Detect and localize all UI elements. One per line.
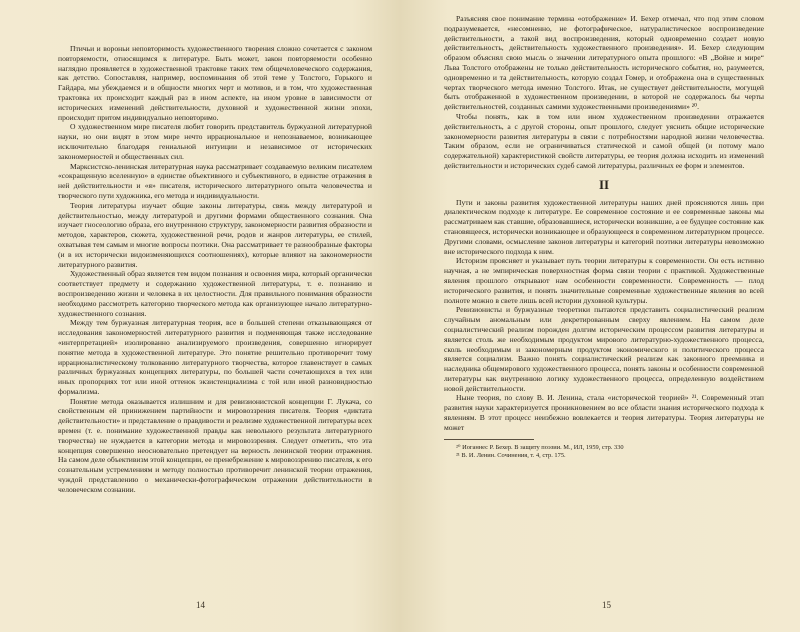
paragraph: Понятие метода оказывается излишним и для ревизионистской концепции Г. Лукача, со свойственным ей принижением партийности и мировоззрения писателя. Теория «диктата действительности» и представление о правдивости и реализме художественной литературы всех времен (т. е. понимание художественной правды как невольного результата литературного творчества) не нуждается в категории метода и мировоззрения. Следует отметить, что эта концепция совершенно неосновательно претендует на верность ленинской теории отражения. На самом деле объективизм этой концепции, ее пренебрежение к мировоззрению писателя, к его сознательным устремлениям и методу полностью противоречит ленинской теории отражения, чуждой представлению о механически-фотографическом отражении действительности в человеческом сознании. <box>58 396 372 494</box>
paragraph: Теория литературы изучает общие законы литературы, связь между литературой и действительностью, между литературой и другими формами общественного сознания. Она изучает гносеологию образа, его внутреннюю структуру, закономерности развития образности и методов, характеров, сюжета, художественной речи, родов и жанров литературы, ее стилей, охватывая тем самым и многие вопросы поэтики. Она рассматривает те разнообразные факторы (и в их исторически видоизменяющихся соотношениях), которые влияют на закономерности литературного развития. <box>58 200 372 269</box>
footnote: ²⁰ Иоганнес Р. Бехер. В защиту поэзии. М., ИЛ, 1959, стр. 330 <box>456 443 624 451</box>
footnote-divider <box>444 439 534 440</box>
paragraph: Пути и законы развития художественной литературы наших дней проясняются лишь при диалектическом подходе к литературе. Ее современное состояние и ее современные законы мы рассматриваем как ставшие, образовавшиеся, исторически возникшие, а ее будущее состояние как становящееся, исторически возникающее и образующееся в современном литературном процессе. Другими словами, осмысление законов литературы и категорий поэтики литературы невозможно вне исторического подхода к ним. <box>444 197 764 256</box>
paragraph: Художественный образ является тем видом познания и освоения мира, который органически соответствует предмету и содержанию художественной литературы, т. е. познанию и воспроизведению жизни и человека в их целостности. Для правильного понимания образности необходимо рассмотреть категорию творческого метода как организующее начало литературно-художественного сознания. <box>58 269 372 318</box>
right-page-text <box>444 14 764 460</box>
paragraph: Между тем буржуазная литературная теория, все в большей степени отказывающаяся от исследования закономерностей литературного развития и подменяющая также исследование «интерпретацией» изолированно анализируемого произведения, совершенно игнорирует понятие метода в художественной литературе. Это понятие решительно противоречит тому иррационалистическому толкованию литературного творчества, которое главенствует в самых различных буржуазных концепциях литературы, по большей части сочетающихся в тех или иных пропорциях тот или иной оттенок экзистенциализма с той или иной разновидностью формализма. <box>58 318 372 396</box>
paragraph: Ныне теория, по слову В. И. Ленина, стала «исторической теорией» ²¹. Современный этап развития науки характеризуется проникновением во все области знания исторического подхода к явлениям. В этот процесс неизбежно вовлекается и теория литературы. Теория литературы не может <box>444 393 764 432</box>
footnote: ²¹ В. И. Ленин. Сочинения, т. 4, стр. 175. <box>456 452 566 460</box>
right-page <box>400 0 800 632</box>
left-page-text <box>58 44 372 495</box>
paragraph: Марксистско-ленинская литературная наука рассматривает создаваемую великим писателем «сокращенную вселенную» в единстве объективного и субъективного, в единстве отражения в ней действительности и «я» писателя, исторического литературного опыта человечества и творческого пути художника, его метода и индивидуальности. <box>58 161 372 200</box>
paragraph: Птичьи и вороньи неповторимость художественного творения сложно сочетается с законом повторяемости, относящимся к литературе. Быть может, закон повторяемости особенно наглядно проявляется в художественной трактовке таких тем общечеловеческого содержания, как детство. Сопоставляя, например, воспоминания об этой теме у Толстого, Горького и Гайдара, мы убеждаемся и в общности многих черт и мотивов, и в том, что художественная трактовка их происходит каждый раз в ином аспекте, на ином уровне в зависимости от исторических изменений действительности, духовной и художественной жизни эпохи, происходит притом индивидуально неповторимо. <box>58 44 372 122</box>
paragraph: Историзм проясняет и указывает путь теории литературы к современности. Он есть истинно научная, а не эмпирическая поверхностная форма связи теории с практикой. Художественные явления прошлого открывают нам особенности современности. Современность — плод исторического развития, и понять значительные современные художественные явления во всей полноте можно в свете лишь всей истории духовной культуры. <box>444 256 764 305</box>
paragraph: Ревизионисты и буржуазные теоретики пытаются представить социалистический реализм случайным аномальным или декретированным сверху явлением. На самом деле социалистический реализм порожден долгим историческим процессом развития литературы и является столь же необходимым продуктом мирового литературно-художественного процесса, сколь необходимым и закономерным продуктом экономического и политического процесса является социализм. Важно понять социалистический реализм как законного преемника и наследника общемирового художественного процесса, понять законы и особенности современной литературы как внутреннюю логику художественного процесса, определенную воздействием новой действительности. <box>444 305 764 393</box>
section-heading: II <box>598 176 610 192</box>
paragraph: Чтобы понять, как в том или ином художественном произведении отражается действительность, а с другой стороны, опыт прошлого, следует уяснить общие исторические закономерности развития литературы в связи с потребностями народной жизни человечества. Таким образом, если не ограничиваться статической и самой общей (и потому мало содержательной) характеристикой свойств литературы, ее теория должна исходить из изменений действительности и исторических судеб самой литературы, различных ее форм и элементов. <box>444 111 764 170</box>
paragraph: О художественном мире писателя любит говорить представитель буржуазной литературной науки, но они видят в этом мире нечто иррациональное и непознаваемое, возникающее исключительно благодаря гениальной интуиции и независимое от исторических закономерностей и общественных сил. <box>58 122 372 161</box>
paragraph: Разъясняя свое понимание термина «отображение» И. Бехер отмечал, что под этим словом подразумевается, «несомненно, не фотографическое, натуралистическое воспроизведение действительности, а такой вид воспроизведения, который одновременно создает новую действительность, действительность художественного произведения». И. Бехер следующим образом объяснял свою мысль о значении литературного опыта прошлого: «В „Войне и мире“ Льва Толстого отображены не только действительность исторического события, но, разумеется, одновременно и та действительность, которую создал Гомер, и отображена она в существенных чертах творческого метода именно Толстого. Итак, не существует действительности, могущей быть отображенной в художественном произведении, в которой не содержалось бы черты действительностей, созданных самими художественными произведениями» ²⁰. <box>444 14 764 112</box>
page-number: 15 <box>602 600 611 610</box>
page-number: 14 <box>196 600 205 610</box>
